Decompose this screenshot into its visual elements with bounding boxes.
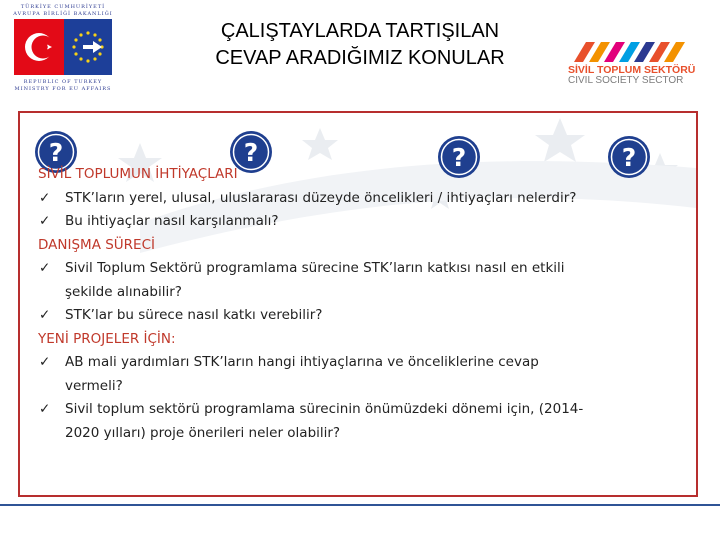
flag-emblem-icon (14, 19, 112, 75)
section-heading: SİVİL TOPLUMUN İHTİYAÇLARI (38, 166, 238, 182)
logo-right-line-2: CIVIL SOCIETY SECTOR (568, 75, 684, 86)
check-icon: ✓ (39, 401, 51, 417)
logo-right-line-1: SİVİL TOPLUM SEKTÖRÜ (568, 64, 696, 76)
logo-caption-top-2: AVRUPA BİRLİĞİ BAKANLIĞI (13, 11, 113, 17)
ministry-logo (10, 4, 116, 92)
svg-text:?: ? (48, 138, 64, 167)
header (0, 0, 720, 100)
content-frame (18, 111, 698, 497)
logo-caption-top-1: TÜRKİYE CUMHURİYETİ (20, 4, 106, 10)
list-item-text: şekilde alınabilir? (65, 283, 182, 300)
check-icon: ✓ (39, 213, 51, 229)
list-item (38, 304, 698, 328)
list-item-text: AB mali yardımları STK’ların hangi ihtiyaçlarına ve önceliklerine cevap (65, 354, 539, 370)
list-item-text: Bu ihtiyaçlar nasıl karşılanmalı? (65, 213, 279, 229)
svg-text:?: ? (243, 138, 259, 167)
list-item-text: 2020 yılları) proje önerileri neler olabilir? (65, 424, 341, 441)
list-item-text: STK’lar bu sürece nasıl katkı verebilir? (65, 307, 323, 323)
list-item (38, 398, 698, 445)
list-item (38, 257, 698, 304)
check-icon: ✓ (39, 354, 51, 370)
list-item-text: Sivil Toplum Sektörü programlama sürecine STK’ların katkısı nasıl en etkili (65, 260, 565, 276)
question-list (38, 163, 698, 445)
check-icon: ✓ (39, 260, 51, 276)
bottom-divider (0, 504, 720, 506)
svg-text:?: ? (451, 143, 467, 172)
stripes-icon (568, 40, 698, 64)
civil-society-logo (560, 40, 710, 88)
page-title-line-1: ÇALIŞTAYLARDA TARTIŞILAN (220, 20, 500, 42)
page-title (165, 18, 555, 72)
logo-caption-bottom-2: MINISTRY FOR EU AFFAIRS (14, 86, 112, 92)
logo-caption-bottom-1: REPUBLIC OF TURKEY (23, 79, 103, 85)
list-item (38, 187, 698, 211)
section-heading: YENİ PROJELER İÇİN: (38, 330, 176, 347)
list-item-text: STK’ların yerel, ulusal, uluslararası düzeyde öncelikleri / ihtiyaçları nelerdir? (65, 189, 577, 206)
list-item (38, 210, 698, 234)
page-title-line-2: CEVAP ARADIĞIMIZ KONULAR (215, 47, 505, 69)
list-item-text: vermeli? (65, 377, 123, 394)
svg-text:?: ? (621, 143, 637, 172)
check-icon: ✓ (39, 189, 51, 206)
section-heading: DANIŞMA SÜRECİ (38, 236, 155, 253)
list-item-text: Sivil toplum sektörü programlama sürecinin önümüzdeki dönemi için, (2014- (65, 401, 584, 417)
check-icon: ✓ (39, 307, 51, 323)
list-item (38, 351, 698, 398)
